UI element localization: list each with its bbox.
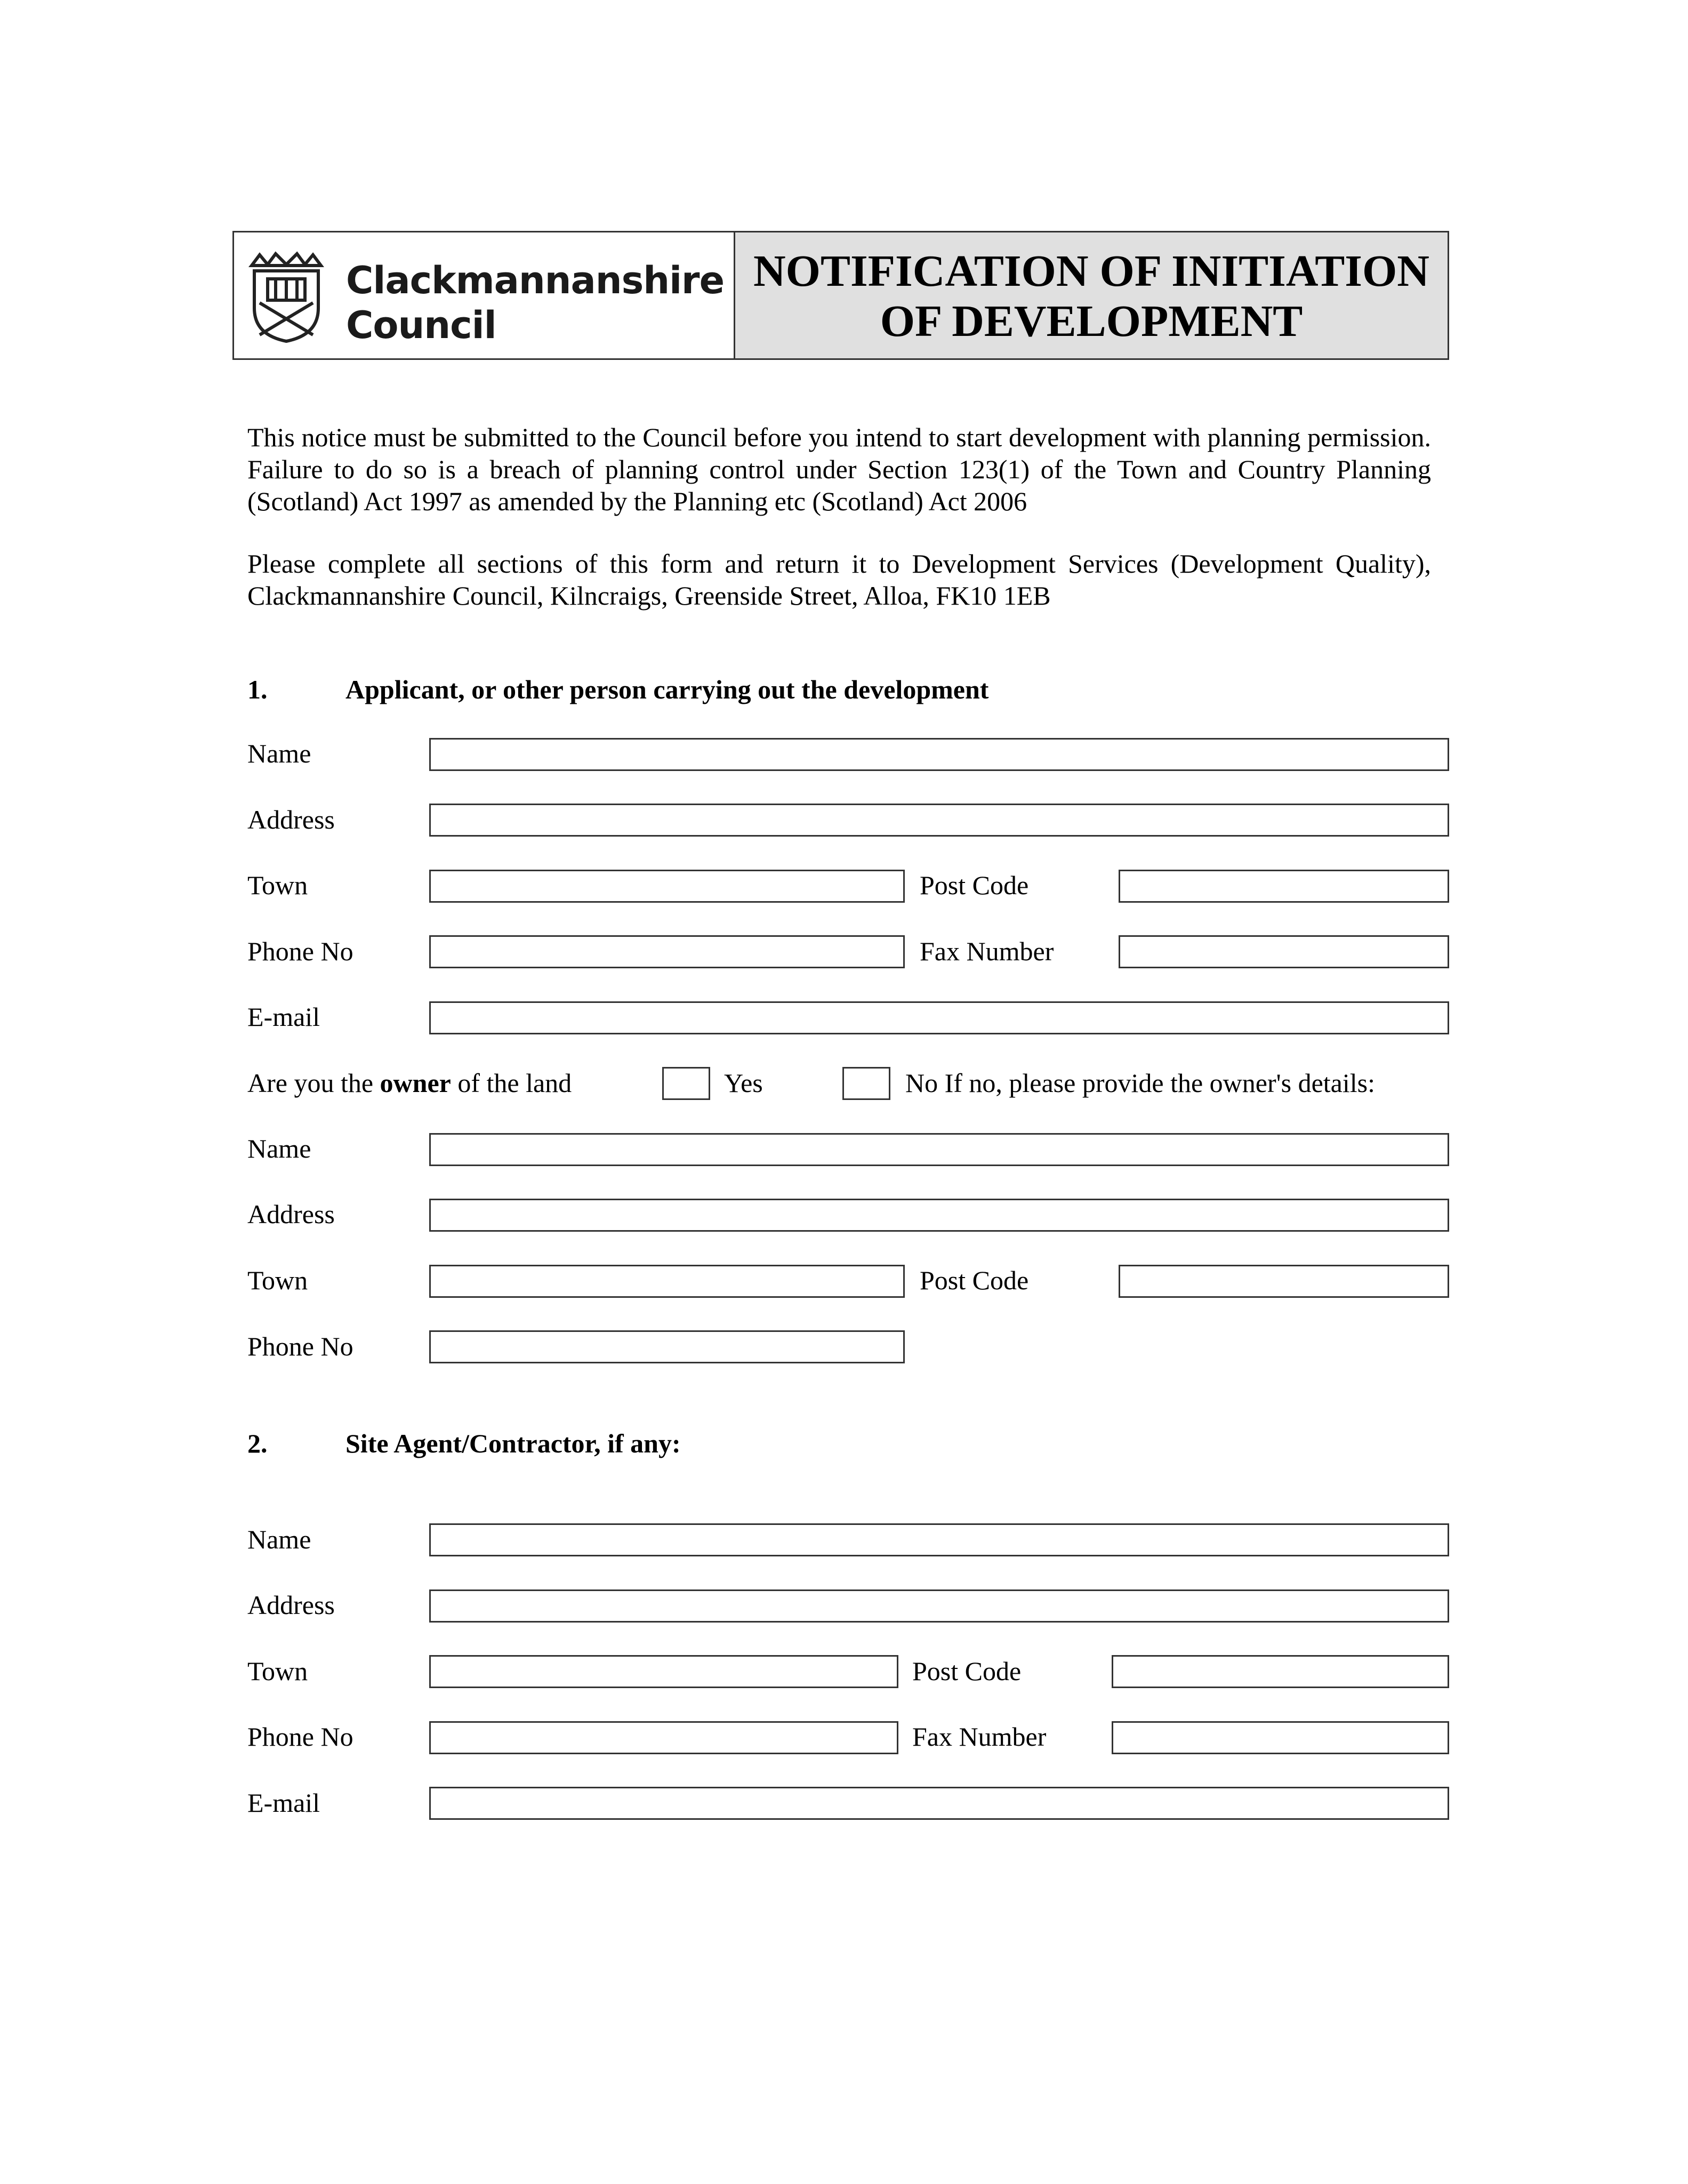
applicant-phone-label: Phone No	[247, 936, 353, 966]
return-instructions: Please complete all sections of this form and return it to Development Services (Development Quality), Clackmannanshire Council, Kilncraigs, Greenside Street, Alloa, FK10 1EB	[247, 549, 1431, 611]
section1-number: 1.	[247, 675, 268, 704]
agent-fax-label: Fax Number	[912, 1722, 1047, 1752]
applicant-town-label: Town	[247, 870, 308, 900]
owner-name-field[interactable]	[429, 1133, 1449, 1166]
owner-town-field[interactable]	[429, 1265, 905, 1298]
owner-yes-label: Yes	[724, 1068, 763, 1098]
applicant-name-field[interactable]	[429, 738, 1449, 771]
agent-name-label: Name	[247, 1524, 311, 1554]
owner-town-label: Town	[247, 1265, 308, 1295]
applicant-address-field[interactable]	[429, 804, 1449, 837]
form-header	[232, 231, 1449, 360]
agent-town-label: Town	[247, 1656, 308, 1686]
owner-yes-checkbox[interactable]	[662, 1067, 710, 1100]
agent-name-field[interactable]	[429, 1523, 1449, 1556]
council-name: Clackmannanshire Council	[346, 259, 725, 347]
owner-phone-field[interactable]	[429, 1330, 905, 1363]
agent-postcode-label: Post Code	[912, 1656, 1022, 1686]
owner-no-label: No If no, please provide the owner's details:	[905, 1068, 1375, 1098]
owner-postcode-field[interactable]	[1119, 1265, 1449, 1298]
applicant-fax-label: Fax Number	[920, 936, 1054, 966]
agent-email-label: E-mail	[247, 1788, 320, 1818]
applicant-email-label: E-mail	[247, 1002, 320, 1032]
section1-heading: Applicant, or other person carrying out the development	[345, 675, 989, 704]
form-title-cell	[735, 232, 1448, 358]
agent-fax-field[interactable]	[1112, 1721, 1449, 1754]
agent-town-field[interactable]	[429, 1655, 898, 1688]
intro-paragraph: This notice must be submitted to the Council before you intend to start development with planning permission. Failure to do so is a breach of planning control under Section 123(1) of the Town and Country Planning (Scotland) Act 1997 as amended by the Planning etc (Scotland) Act 2006	[247, 422, 1431, 516]
applicant-address-label: Address	[247, 805, 335, 834]
agent-address-field[interactable]	[429, 1589, 1449, 1623]
owner-address-label: Address	[247, 1199, 335, 1229]
applicant-town-field[interactable]	[429, 870, 905, 903]
applicant-name-label: Name	[247, 738, 311, 768]
owner-no-checkbox[interactable]	[842, 1067, 890, 1100]
form-title: NOTIFICATION OF INITIATION OF DEVELOPMENT	[753, 246, 1429, 346]
applicant-phone-field[interactable]	[429, 935, 905, 968]
agent-email-field[interactable]	[429, 1787, 1449, 1820]
applicant-postcode-label: Post Code	[920, 870, 1029, 900]
owner-address-field[interactable]	[429, 1199, 1449, 1232]
owner-phone-label: Phone No	[247, 1331, 353, 1361]
applicant-fax-field[interactable]	[1119, 935, 1449, 968]
section2-heading: Site Agent/Contractor, if any:	[345, 1428, 681, 1458]
owner-name-label: Name	[247, 1134, 311, 1163]
agent-address-label: Address	[247, 1590, 335, 1620]
owner-question: Are you the owner of the land	[247, 1068, 572, 1098]
applicant-email-field[interactable]	[429, 1001, 1449, 1034]
agent-postcode-field[interactable]	[1112, 1655, 1449, 1688]
council-crest-icon	[244, 250, 329, 346]
agent-phone-label: Phone No	[247, 1722, 353, 1752]
applicant-postcode-field[interactable]	[1119, 870, 1449, 903]
council-logo	[234, 232, 735, 358]
section2-number: 2.	[247, 1428, 268, 1458]
agent-phone-field[interactable]	[429, 1721, 898, 1754]
owner-postcode-label: Post Code	[920, 1265, 1029, 1295]
